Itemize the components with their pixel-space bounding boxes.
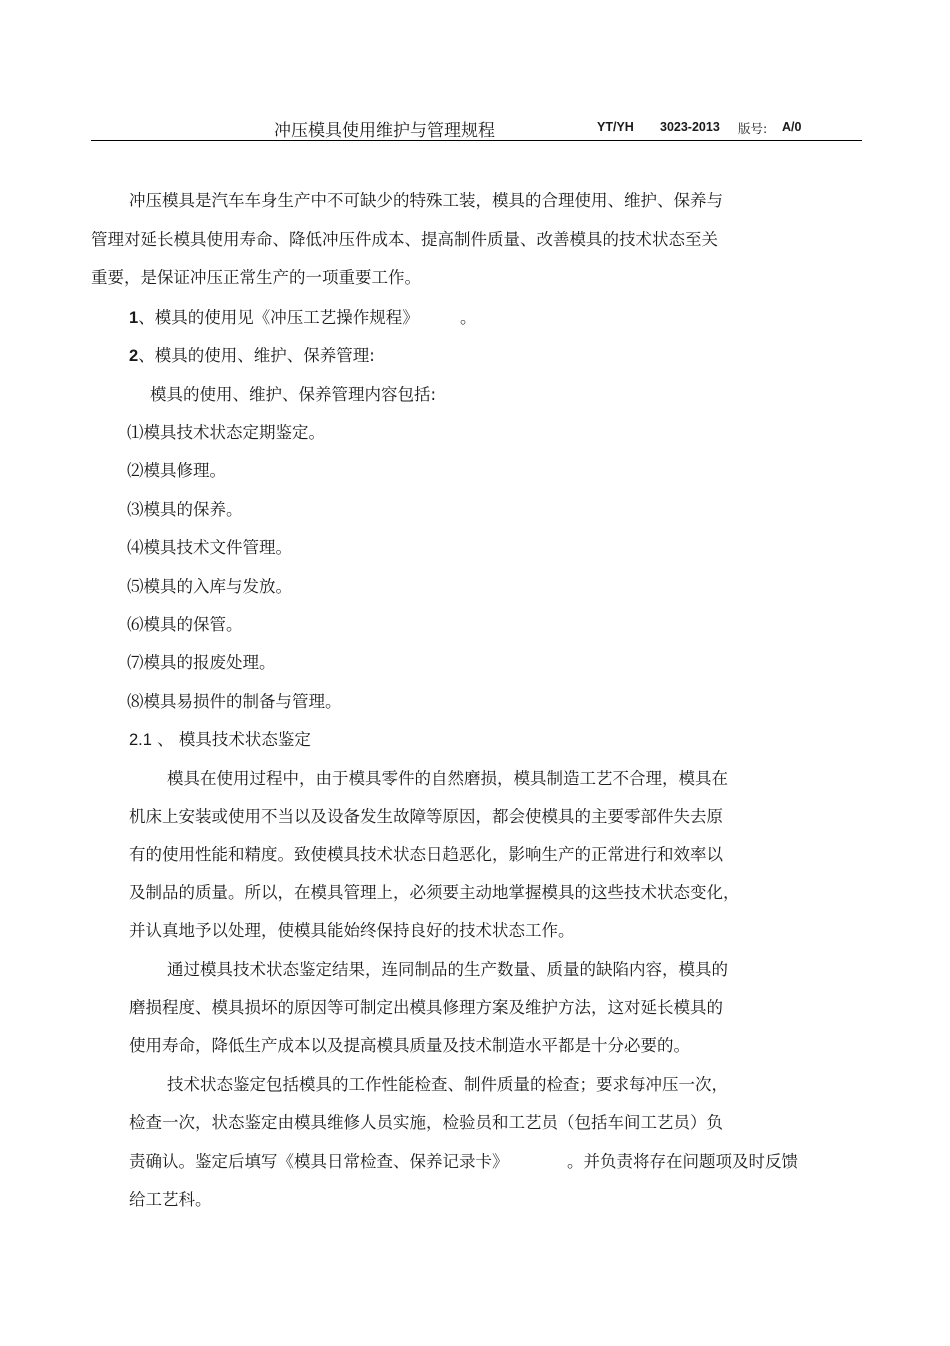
paragraph-line: 有的使用性能和精度。致使模具技术状态日趋恶化，影响生产的正常进行和效率以: [129, 845, 723, 864]
header-divider: [91, 140, 862, 141]
section-heading: [129, 729, 311, 751]
list-item: ⑺模具的报废处理。: [127, 653, 276, 672]
document-title: 冲压模具使用维护与管理规程: [274, 121, 495, 141]
paragraph-line: 模具在使用过程中，由于模具零件的自然磨损，模具制造工艺不合理，模具在: [167, 769, 728, 788]
paragraph-line: 并认真地予以处理，使模具能始终保持良好的技术状态工作。: [129, 921, 575, 940]
paragraph-line: 磨损程度、模具损坏的原因等可制定出模具修理方案及维护方法，这对延长模具的: [129, 998, 723, 1017]
item-1-number: 1: [129, 309, 139, 327]
version-value: A/0: [782, 120, 802, 134]
item-2: [129, 345, 375, 367]
item-2-text: 、模具的使用、维护、保养管理:: [138, 346, 375, 365]
list-item: ⑸模具的入库与发放。: [127, 577, 292, 596]
paragraph-line: 及制品的质量。所以，在模具管理上，必须要主动地掌握模具的这些技术状态变化，: [129, 883, 740, 902]
item-2-number: 2: [129, 347, 139, 365]
item-1-end: 。: [460, 308, 477, 327]
list-item: ⑻模具易损件的制备与管理。: [127, 692, 342, 711]
item-1-text: 、模具的使用见《冲压工艺操作规程》: [138, 308, 419, 327]
paragraph-line: 给工艺科。: [129, 1190, 212, 1209]
paragraph-line: 机床上安装或使用不当以及设备发生故障等原因，都会使模具的主要零部件失去原: [129, 807, 723, 826]
intro-line: 重要，是保证冲压正常生产的一项重要工作。: [91, 268, 421, 287]
list-item: ⑷模具技术文件管理。: [127, 538, 292, 557]
document-code: YT/YH: [597, 120, 634, 134]
paragraph-line: 技术状态鉴定包括模具的工作性能检查、制件质量的检查；要求每冲压一次，: [167, 1075, 728, 1094]
intro-line: 冲压模具是汽车车身生产中不可缺少的特殊工装，模具的合理使用、维护、保养与: [129, 191, 723, 210]
document-number: 3023-2013: [660, 120, 720, 134]
paragraph-line: 使用寿命，降低生产成本以及提高模具质量及技术制造水平都是十分必要的。: [129, 1036, 690, 1055]
paragraph-line: 。并负责将存在问题项及时反馈: [567, 1152, 798, 1171]
content-intro: 模具的使用、维护、保养管理内容包括:: [150, 385, 437, 404]
list-item: ⑶模具的保养。: [127, 500, 243, 519]
paragraph-line: 责确认。鉴定后填写《模具日常检查、保养记录卡》: [129, 1152, 509, 1171]
list-item: ⑹模具的保管。: [127, 615, 243, 634]
section-number: 2.1: [129, 731, 152, 749]
paragraph-line: 检查一次，状态鉴定由模具维修人员实施，检验员和工艺员（包括车间工艺员）负: [129, 1113, 723, 1132]
intro-line: 管理对延长模具使用寿命、降低冲压件成本、提高制件质量、改善模具的技术状态至关: [91, 230, 718, 249]
paragraph-line: 通过模具技术状态鉴定结果，连同制品的生产数量、质量的缺陷内容，模具的: [167, 960, 728, 979]
list-item: ⑴模具技术状态定期鉴定。: [127, 423, 325, 442]
list-item: ⑵模具修理。: [127, 461, 226, 480]
section-title: 、 模具技术状态鉴定: [151, 730, 311, 749]
item-1: [129, 307, 419, 329]
version-label: 版号:: [738, 121, 768, 136]
